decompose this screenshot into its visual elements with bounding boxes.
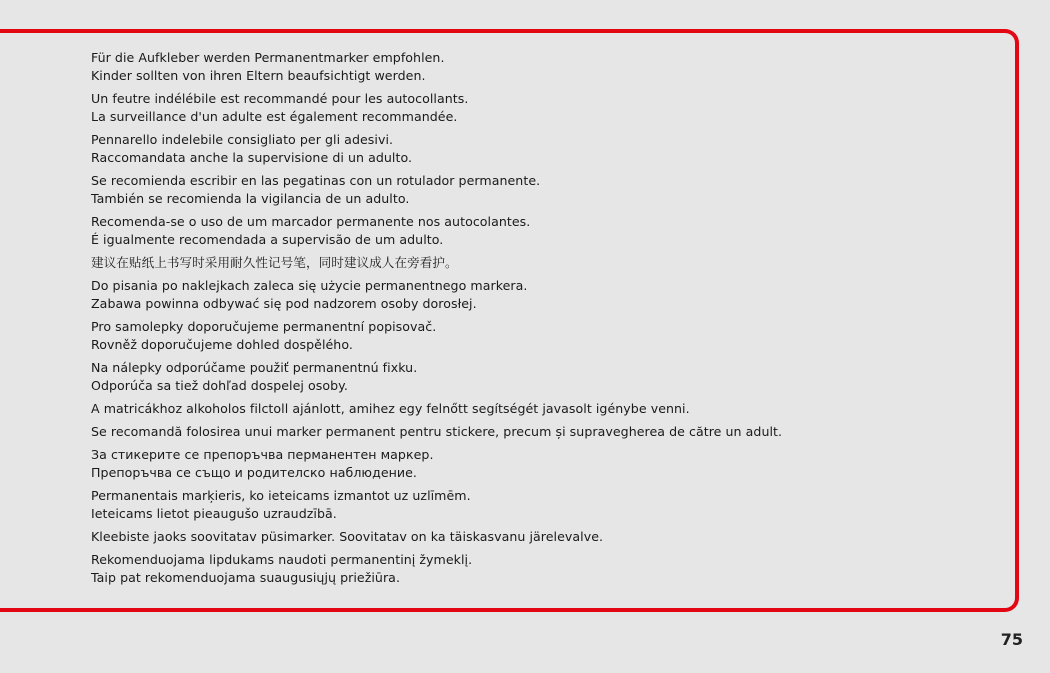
paragraph-estonian: [91, 528, 991, 546]
text-line: Rovněž doporučujeme dohled dospělého.: [91, 337, 353, 352]
text-line: Pennarello indelebile consigliato per gli adesivi.: [91, 132, 394, 147]
text-line: Se recomandă folosirea unui marker permanent pentru stickere, precum și supravegherea de către un adult.: [91, 424, 783, 439]
paragraph-french: [91, 90, 991, 126]
paragraph-slovak: [91, 359, 991, 395]
text-line: Pro samolepky doporučujeme permanentní popisovač.: [91, 319, 437, 334]
text-line: Permanentais marķieris, ko ieteicams izmantot uz uzlīmēm.: [91, 488, 471, 503]
text-line: За стикерите се препоръчва перманентен маркер.: [91, 447, 434, 462]
text-line: Raccomandata anche la supervisione di un adulto.: [91, 150, 413, 165]
paragraph-lithuanian: [91, 551, 991, 587]
paragraph-polish: [91, 277, 991, 313]
paragraph-czech: [91, 318, 991, 354]
text-line: 建议在贴纸上书写时采用耐久性记号笔，同时建议成人在旁看护。: [91, 255, 458, 270]
text-line: Kinder sollten von ihren Eltern beaufsichtigt werden.: [91, 68, 426, 83]
text-line: Kleebiste jaoks soovitatav püsimarker. Soovitatav on ka täiskasvanu järelevalve.: [91, 529, 604, 544]
paragraph-italian: [91, 131, 991, 167]
paragraph-spanish: [91, 172, 991, 208]
paragraph-hungarian: [91, 400, 991, 418]
text-line: Un feutre indélébile est recommandé pour les autocollants.: [91, 91, 469, 106]
text-line: Rekomenduojama lipdukams naudoti permanentinį žymeklį.: [91, 552, 473, 567]
text-line: Do pisania po naklejkach zaleca się użycie permanentnego markera.: [91, 278, 528, 293]
text-line: Ieteicams lietot pieaugušo uzraudzībā.: [91, 506, 337, 521]
page-number: 75: [1000, 630, 1023, 649]
paragraph-romanian: [91, 423, 991, 441]
paragraph-german: [91, 49, 991, 85]
text-line: Препоръчва се също и родителско наблюдение.: [91, 465, 417, 480]
paragraph-bulgarian: [91, 446, 991, 482]
text-line: A matricákhoz alkoholos filctoll ajánlott, amihez egy felnőtt segítségét javasolt igénybe venni.: [91, 401, 690, 416]
text-line: Se recomienda escribir en las pegatinas con un rotulador permanente.: [91, 173, 541, 188]
text-line: Odporúča sa tiež dohľad dospelej osoby.: [91, 378, 348, 393]
paragraph-portuguese: [91, 213, 991, 249]
text-line: Recomenda-se o uso de um marcador permanente nos autocolantes.: [91, 214, 531, 229]
text-line: Zabawa powinna odbywać się pod nadzorem osoby dorosłej.: [91, 296, 477, 311]
paragraph-latvian: [91, 487, 991, 523]
text-line: Taip pat rekomenduojama suaugusiųjų priežiūra.: [91, 570, 401, 585]
text-line: También se recomienda la vigilancia de un adulto.: [91, 191, 410, 206]
paragraph-chinese: [91, 254, 991, 272]
text-line: La surveillance d'un adulte est également recommandée.: [91, 109, 458, 124]
multilingual-notice: [91, 49, 991, 592]
text-line: Na nálepky odporúčame použiť permanentnú fixku.: [91, 360, 418, 375]
text-line: É igualmente recomendada a supervisão de um adulto.: [91, 232, 444, 247]
text-line: Für die Aufkleber werden Permanentmarker empfohlen.: [91, 50, 445, 65]
